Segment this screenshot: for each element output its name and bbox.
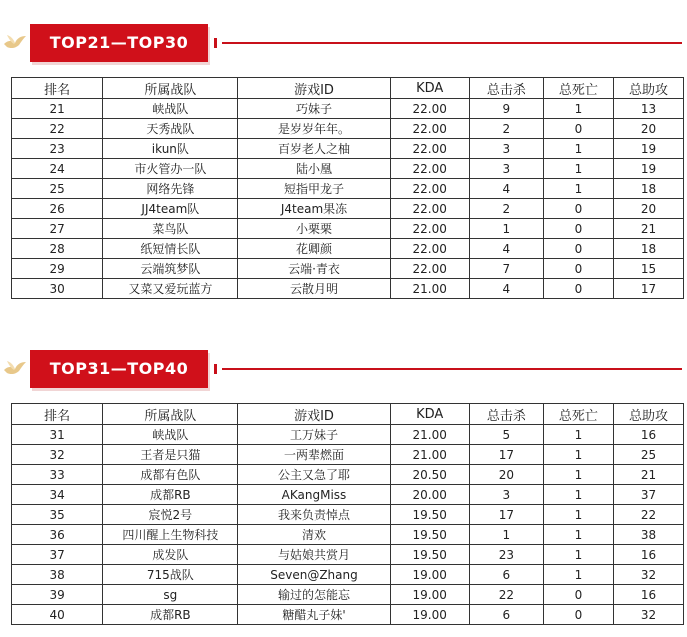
cell-assists: 17 (613, 279, 683, 299)
cell-assists: 19 (613, 159, 683, 179)
cell-game-id: 一两辈燃面 (238, 445, 390, 465)
ranking-section-21-30 (0, 22, 687, 296)
cell-deaths: 0 (543, 219, 613, 239)
cell-team: 峡战队 (103, 425, 238, 445)
section-header (0, 22, 687, 64)
cell-rank: 39 (12, 585, 103, 605)
cell-rank: 25 (12, 179, 103, 199)
table-header-row (12, 78, 684, 99)
cell-rank: 40 (12, 605, 103, 625)
cell-kills: 23 (469, 545, 543, 565)
table-row (12, 139, 684, 159)
cell-assists: 20 (613, 119, 683, 139)
cell-assists: 19 (613, 139, 683, 159)
cell-assists: 13 (613, 99, 683, 119)
cell-kda: 21.00 (390, 445, 469, 465)
table-row (12, 159, 684, 179)
divider-line (222, 42, 682, 44)
cell-team: 云端筑梦队 (103, 259, 238, 279)
cell-kills: 3 (469, 485, 543, 505)
cell-rank: 24 (12, 159, 103, 179)
cell-game-id: 花卿颜 (238, 239, 390, 259)
header-assists: 总助攻 (613, 404, 683, 425)
cell-kills: 2 (469, 119, 543, 139)
cell-kda: 22.00 (390, 119, 469, 139)
section-title: TOP31—TOP40 (30, 350, 208, 388)
cell-rank: 38 (12, 565, 103, 585)
cell-kills: 1 (469, 525, 543, 545)
cell-kills: 5 (469, 425, 543, 445)
cell-rank: 23 (12, 139, 103, 159)
cell-kills: 3 (469, 139, 543, 159)
ranking-table (11, 77, 684, 299)
cell-kills: 9 (469, 99, 543, 119)
cell-kills: 4 (469, 279, 543, 299)
cell-kda: 19.50 (390, 545, 469, 565)
cell-assists: 21 (613, 219, 683, 239)
cell-kda: 20.00 (390, 485, 469, 505)
cell-deaths: 0 (543, 119, 613, 139)
cell-kda: 22.00 (390, 239, 469, 259)
cell-rank: 32 (12, 445, 103, 465)
cell-game-id: 云端·青衣 (238, 259, 390, 279)
cell-team: 峡战队 (103, 99, 238, 119)
cell-kills: 4 (469, 179, 543, 199)
cell-rank: 28 (12, 239, 103, 259)
header-team: 所属战队 (103, 404, 238, 425)
cell-assists: 20 (613, 199, 683, 219)
cell-rank: 26 (12, 199, 103, 219)
section-title: TOP21—TOP30 (30, 24, 208, 62)
cell-rank: 33 (12, 465, 103, 485)
cell-team: 四川醒上生物科技 (103, 525, 238, 545)
header-assists: 总助攻 (613, 78, 683, 99)
cell-deaths: 1 (543, 505, 613, 525)
dove-icon (2, 360, 28, 378)
cell-game-id: 清欢 (238, 525, 390, 545)
header-kills: 总击杀 (469, 404, 543, 425)
cell-game-id: 糖醋丸子妹' (238, 605, 390, 625)
cell-kda: 19.50 (390, 505, 469, 525)
table-row (12, 259, 684, 279)
table-body (12, 425, 684, 625)
table-row (12, 199, 684, 219)
table-row (12, 445, 684, 465)
cell-assists: 16 (613, 545, 683, 565)
cell-game-id: 百岁老人之柚 (238, 139, 390, 159)
cell-team: 成发队 (103, 545, 238, 565)
table-row (12, 525, 684, 545)
section-header (0, 348, 687, 390)
cell-team: ikun队 (103, 139, 238, 159)
dove-icon (2, 34, 28, 52)
cell-team: 网络先锋 (103, 179, 238, 199)
ranking-table (11, 403, 684, 625)
cell-kda: 22.00 (390, 219, 469, 239)
cell-kills: 3 (469, 159, 543, 179)
cell-assists: 16 (613, 425, 683, 445)
header-rank: 排名 (12, 404, 103, 425)
cell-deaths: 0 (543, 585, 613, 605)
cell-deaths: 1 (543, 179, 613, 199)
cell-assists: 18 (613, 179, 683, 199)
cell-assists: 18 (613, 239, 683, 259)
table-row (12, 219, 684, 239)
cell-kda: 19.00 (390, 605, 469, 625)
cell-kills: 6 (469, 605, 543, 625)
cell-kda: 22.00 (390, 179, 469, 199)
cell-kills: 6 (469, 565, 543, 585)
cell-kda: 19.00 (390, 585, 469, 605)
table-row (12, 425, 684, 445)
cell-assists: 37 (613, 485, 683, 505)
cell-kills: 17 (469, 445, 543, 465)
cell-kda: 20.50 (390, 465, 469, 485)
header-team: 所属战队 (103, 78, 238, 99)
cell-game-id: 陆小凰 (238, 159, 390, 179)
cell-team: 成都RB (103, 605, 238, 625)
header-rank: 排名 (12, 78, 103, 99)
cell-assists: 32 (613, 565, 683, 585)
cell-kda: 19.50 (390, 525, 469, 545)
cell-team: sg (103, 585, 238, 605)
cell-game-id: 公主又急了耶 (238, 465, 390, 485)
cell-deaths: 1 (543, 485, 613, 505)
cell-rank: 34 (12, 485, 103, 505)
header-kda: KDA (390, 404, 469, 425)
cell-game-id: Seven@Zhang (238, 565, 390, 585)
cell-game-id: 输过的怎能忘 (238, 585, 390, 605)
cell-team: 715战队 (103, 565, 238, 585)
cell-team: 菜鸟队 (103, 219, 238, 239)
cell-deaths: 1 (543, 565, 613, 585)
cell-kda: 21.00 (390, 425, 469, 445)
cell-game-id: 我来负责悼点 (238, 505, 390, 525)
cell-team: JJ4team队 (103, 199, 238, 219)
cell-rank: 31 (12, 425, 103, 445)
cell-game-id: 与姑娘共赏月 (238, 545, 390, 565)
header-game-id: 游戏ID (238, 404, 390, 425)
cell-kills: 22 (469, 585, 543, 605)
cell-game-id: 工万妹子 (238, 425, 390, 445)
table-row (12, 545, 684, 565)
cell-deaths: 0 (543, 605, 613, 625)
cell-kills: 20 (469, 465, 543, 485)
cell-rank: 27 (12, 219, 103, 239)
table-row (12, 279, 684, 299)
header-kda: KDA (390, 78, 469, 99)
table-row (12, 585, 684, 605)
cell-game-id: 短指甲龙子 (238, 179, 390, 199)
cell-assists: 15 (613, 259, 683, 279)
cell-team: 成都RB (103, 485, 238, 505)
table-row (12, 505, 684, 525)
cell-deaths: 1 (543, 425, 613, 445)
cell-assists: 21 (613, 465, 683, 485)
cell-rank: 30 (12, 279, 103, 299)
cell-team: 天秀战队 (103, 119, 238, 139)
cell-game-id: 是岁岁年年。 (238, 119, 390, 139)
table-row (12, 179, 684, 199)
cell-deaths: 0 (543, 239, 613, 259)
divider-line (222, 368, 682, 370)
table-row (12, 565, 684, 585)
header-game-id: 游戏ID (238, 78, 390, 99)
cell-game-id: 云散月明 (238, 279, 390, 299)
header-kills: 总击杀 (469, 78, 543, 99)
cell-team: 王者是只猫 (103, 445, 238, 465)
cell-kills: 7 (469, 259, 543, 279)
cell-game-id: AKangMiss (238, 485, 390, 505)
cell-deaths: 1 (543, 99, 613, 119)
cell-deaths: 0 (543, 279, 613, 299)
cell-kda: 22.00 (390, 259, 469, 279)
cell-rank: 36 (12, 525, 103, 545)
table-header-row (12, 404, 684, 425)
cell-kda: 22.00 (390, 199, 469, 219)
cell-deaths: 1 (543, 445, 613, 465)
cell-team: 成都有色队 (103, 465, 238, 485)
table-row (12, 99, 684, 119)
cell-team: 市火管办一队 (103, 159, 238, 179)
cell-game-id: 巧妹子 (238, 99, 390, 119)
cell-kills: 2 (469, 199, 543, 219)
table-row (12, 239, 684, 259)
table-row (12, 119, 684, 139)
cell-deaths: 1 (543, 139, 613, 159)
header-deaths: 总死亡 (543, 78, 613, 99)
cell-deaths: 0 (543, 199, 613, 219)
cell-assists: 25 (613, 445, 683, 465)
divider-tick (214, 38, 217, 48)
cell-deaths: 0 (543, 259, 613, 279)
cell-deaths: 1 (543, 545, 613, 565)
cell-team: 宸悦2号 (103, 505, 238, 525)
header-deaths: 总死亡 (543, 404, 613, 425)
cell-kda: 19.00 (390, 565, 469, 585)
cell-assists: 38 (613, 525, 683, 545)
ranking-section-31-40 (0, 348, 687, 622)
cell-rank: 21 (12, 99, 103, 119)
cell-deaths: 1 (543, 465, 613, 485)
cell-rank: 29 (12, 259, 103, 279)
cell-rank: 22 (12, 119, 103, 139)
cell-kills: 17 (469, 505, 543, 525)
divider-tick (214, 364, 217, 374)
cell-kda: 22.00 (390, 159, 469, 179)
cell-team: 又菜又爱玩蓝方 (103, 279, 238, 299)
cell-kills: 4 (469, 239, 543, 259)
cell-kda: 22.00 (390, 139, 469, 159)
cell-game-id: J4team果冻 (238, 199, 390, 219)
table-row (12, 605, 684, 625)
cell-assists: 16 (613, 585, 683, 605)
cell-assists: 22 (613, 505, 683, 525)
cell-rank: 37 (12, 545, 103, 565)
table-row (12, 465, 684, 485)
cell-rank: 35 (12, 505, 103, 525)
cell-deaths: 1 (543, 159, 613, 179)
cell-deaths: 1 (543, 525, 613, 545)
cell-assists: 32 (613, 605, 683, 625)
table-body (12, 99, 684, 299)
cell-kda: 21.00 (390, 279, 469, 299)
cell-kills: 1 (469, 219, 543, 239)
cell-kda: 22.00 (390, 99, 469, 119)
table-row (12, 485, 684, 505)
cell-team: 纸短情长队 (103, 239, 238, 259)
cell-game-id: 小栗栗 (238, 219, 390, 239)
